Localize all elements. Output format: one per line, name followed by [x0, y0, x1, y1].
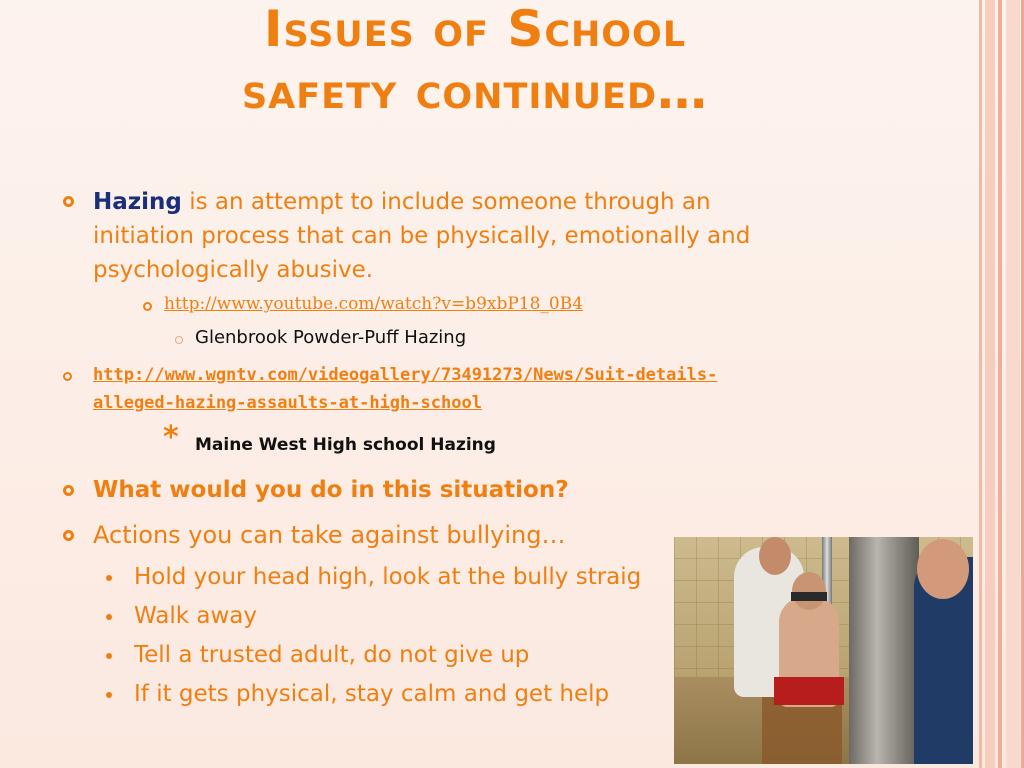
action-item: Tell a trusted adult, do not give up — [134, 642, 530, 668]
question-text: What would you do in this situation? — [93, 477, 569, 503]
title-line-2: safety continued… — [241, 62, 709, 120]
hazing-term: Hazing — [93, 189, 182, 215]
maine-west-label: Maine West High school Hazing — [195, 435, 496, 455]
bullet-circle-icon — [63, 530, 74, 541]
action-item: Walk away — [134, 603, 257, 629]
photo-tape — [791, 592, 827, 601]
photo-head-seated — [792, 572, 826, 610]
title-line-1: Issues of School — [263, 0, 687, 58]
photo-head-left — [759, 537, 791, 575]
actions-heading: Actions you can take against bullying… — [93, 521, 566, 549]
youtube-link[interactable]: http://www.youtube.com/watch?v=b9xbP18_0B4 — [164, 294, 584, 314]
photo-head-right — [917, 539, 969, 599]
wgntv-link-line-1[interactable]: http://www.wgntv.com/videogallery/73491273/News/Suit-details- — [93, 365, 718, 385]
bullet-circle-icon — [143, 302, 152, 311]
bullet-dot-icon — [106, 614, 112, 620]
photo-chair — [762, 697, 842, 764]
action-item: If it gets physical, stay calm and get help — [134, 681, 610, 707]
glenbrook-label: Glenbrook Powder-Puff Hazing — [195, 327, 467, 348]
bullet-dot-icon — [106, 575, 112, 581]
photo-pillar — [849, 537, 919, 764]
action-item: Hold your head high, look at the bully straig — [134, 564, 642, 590]
hazing-paragraph-line-2: initiation process that can be physically, emotionally and — [93, 223, 751, 249]
wgntv-link-line-2[interactable]: alleged-hazing-assaults-at-high-school — [93, 393, 482, 413]
bullet-circle-icon — [63, 485, 74, 496]
asterisk-marker: * — [163, 420, 179, 455]
bullet-circle-icon — [175, 336, 183, 344]
hazing-photo — [674, 537, 973, 764]
hazing-paragraph-line-1 — [93, 185, 711, 219]
hazing-definition-start: is an attempt to include someone through an — [189, 189, 711, 215]
hazing-paragraph-line-3: psychologically abusive. — [93, 257, 374, 283]
bullet-dot-icon — [106, 692, 112, 698]
photo-shorts — [774, 677, 844, 705]
bullet-circle-icon — [63, 372, 72, 381]
bullet-dot-icon — [106, 653, 112, 659]
bullet-circle-icon — [63, 196, 74, 207]
